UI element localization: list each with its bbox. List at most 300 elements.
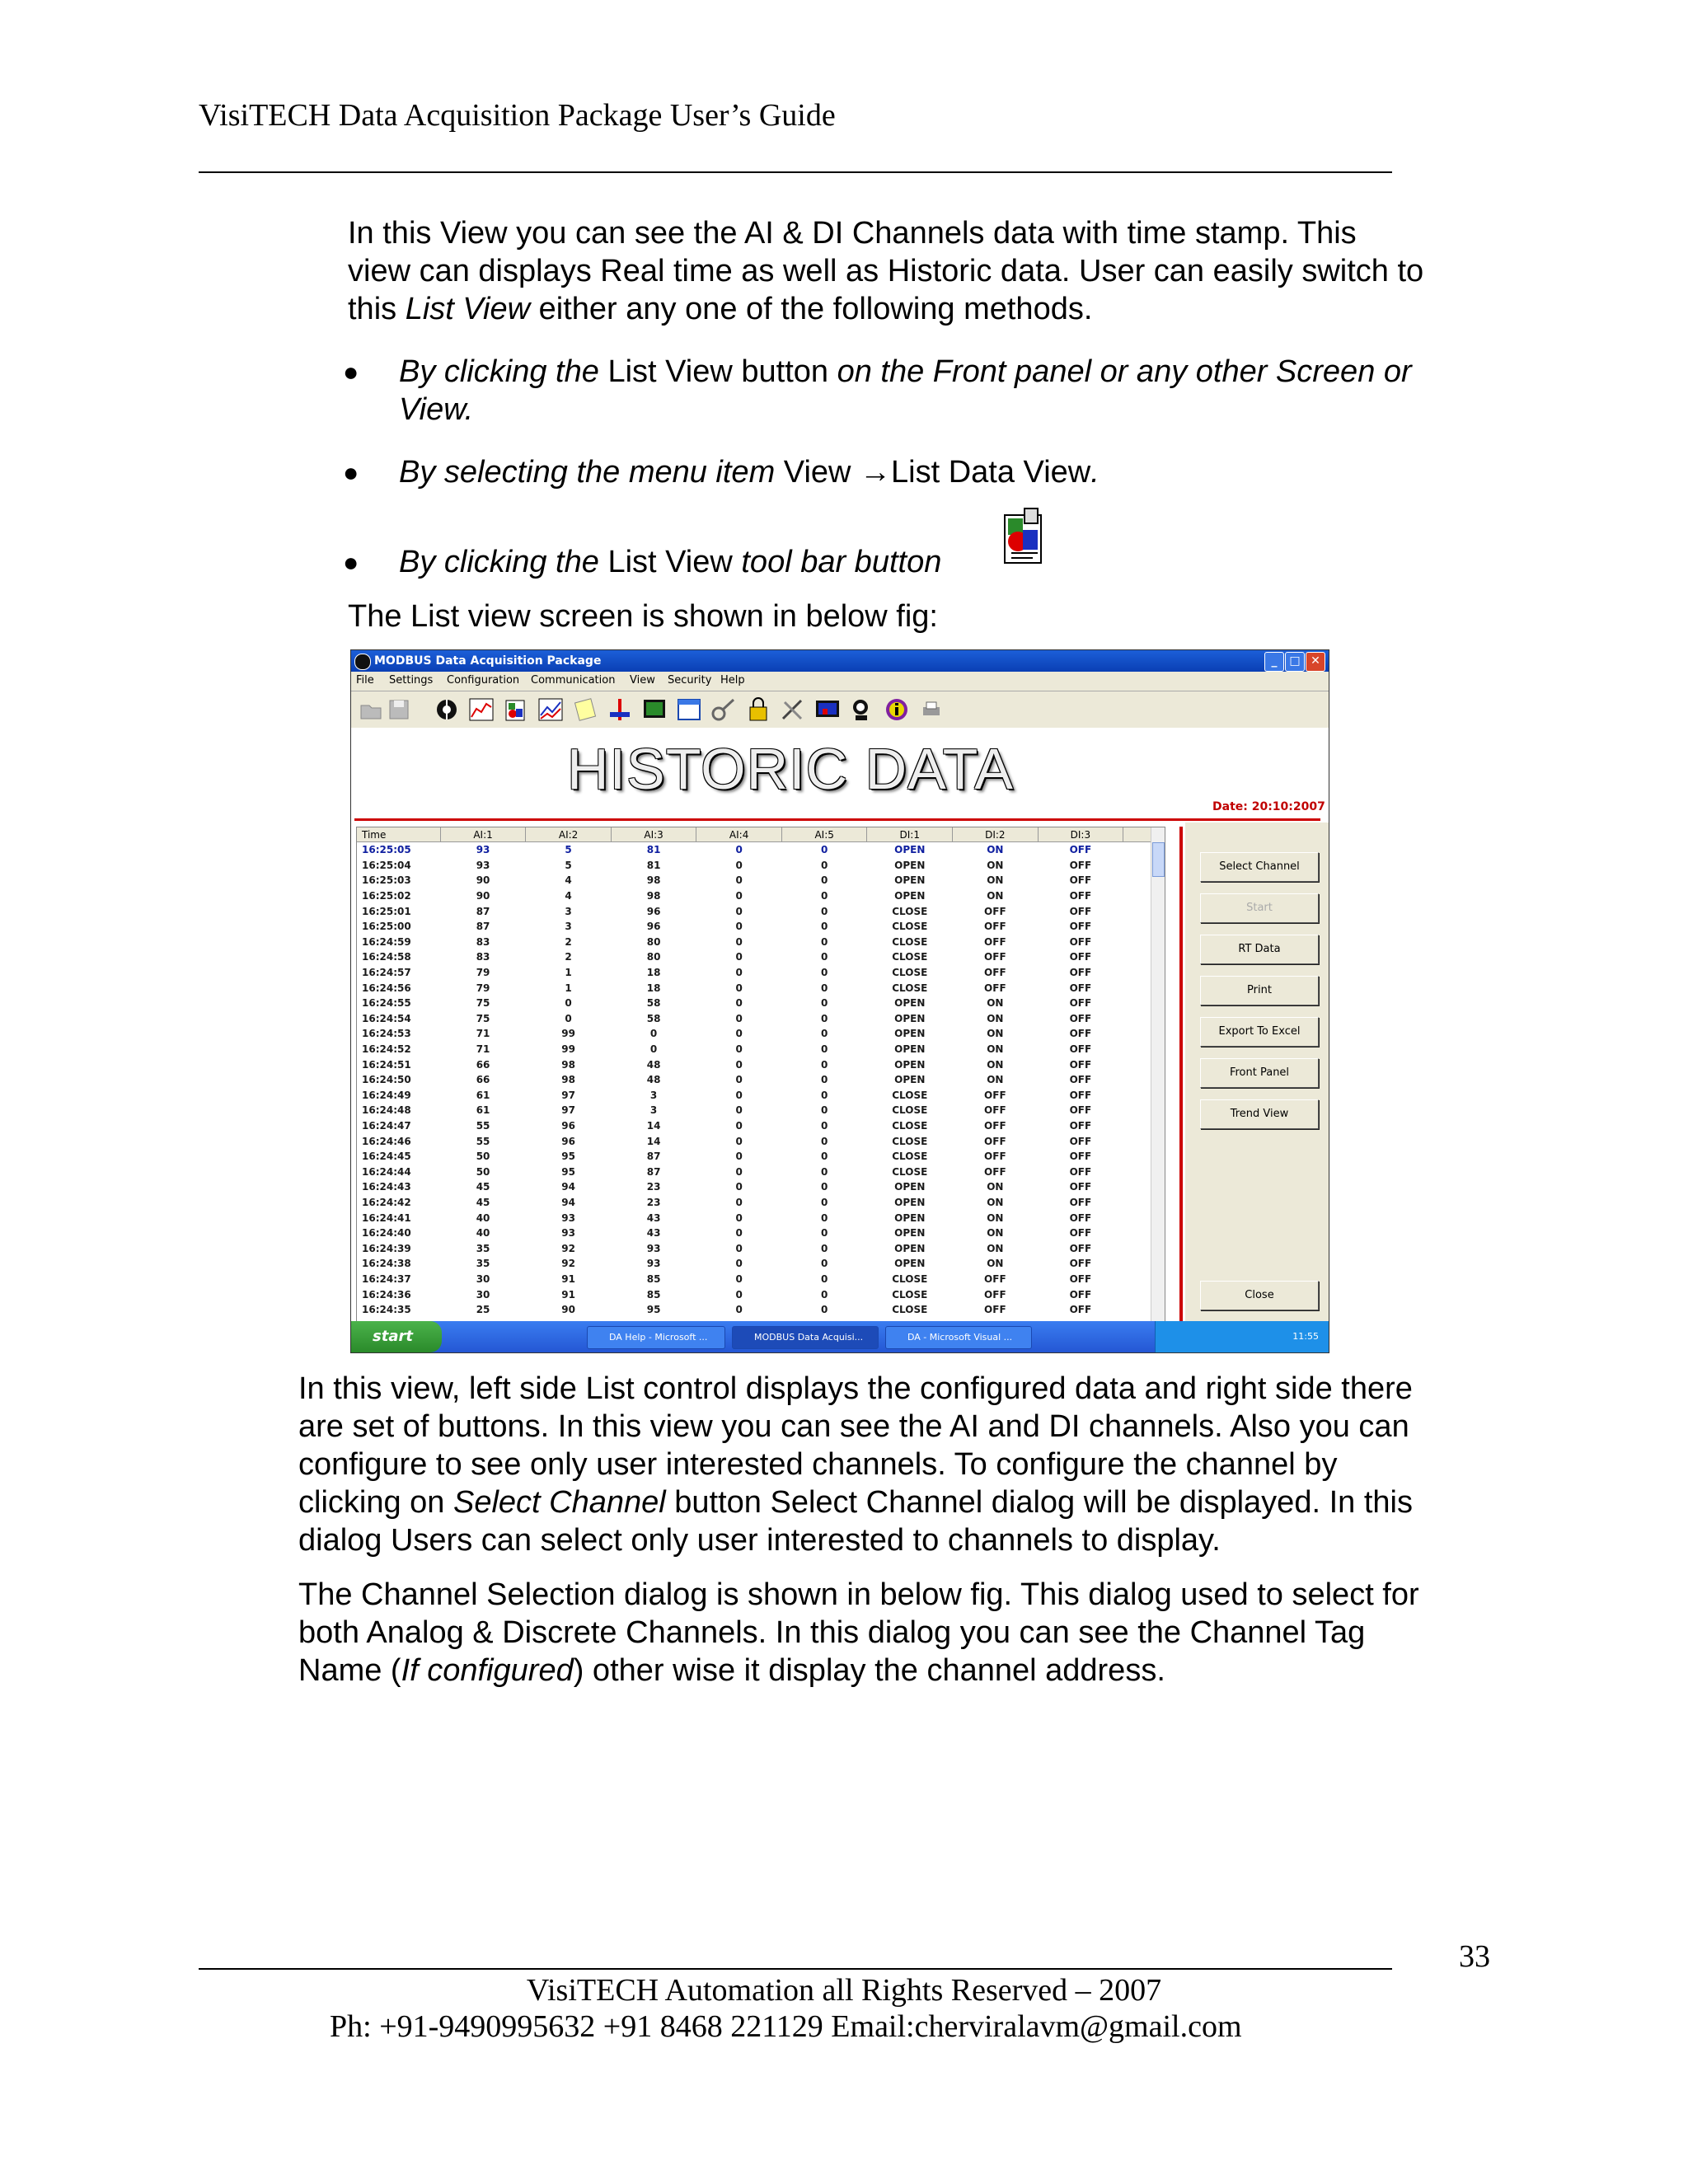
bullet-dot: ● <box>343 357 359 387</box>
table-cell: OFF <box>1069 1242 1092 1254</box>
table-cell: 0 <box>735 1181 743 1193</box>
table-cell: ON <box>987 1181 1004 1193</box>
rt-data-button[interactable]: RT Data <box>1200 935 1319 964</box>
list-header-row <box>357 827 1165 842</box>
monitor-icon[interactable] <box>641 697 668 722</box>
table-cell: 0 <box>820 874 828 887</box>
table-cell: ON <box>987 859 1004 871</box>
menu-bar <box>351 672 1329 690</box>
table-cell: 3 <box>565 921 572 933</box>
table-cell: OFF <box>984 1119 1006 1132</box>
table-cell: CLOSE <box>892 1104 928 1117</box>
table-cell: 0 <box>735 1028 743 1040</box>
menu-security[interactable]: Security <box>668 674 712 687</box>
table-row[interactable] <box>357 935 1165 950</box>
taskbar-item-da-help[interactable]: DA Help - Microsoft ... <box>587 1326 725 1349</box>
table-row[interactable] <box>357 1057 1165 1072</box>
select-channel-button[interactable]: Select Channel <box>1200 852 1319 882</box>
taskbar-item-modbus[interactable]: MODBUS Data Acquisi... <box>732 1326 879 1349</box>
info-icon[interactable] <box>884 697 910 722</box>
table-cell: 16:24:54 <box>362 1012 411 1024</box>
button-panel <box>1185 823 1329 1321</box>
table-cell: OFF <box>1069 1304 1092 1316</box>
table-cell: 94 <box>561 1181 575 1193</box>
table-cell: ON <box>987 1012 1004 1024</box>
table-cell: 0 <box>820 967 828 979</box>
menu-communication[interactable]: Communication <box>531 674 616 687</box>
menu-help[interactable]: Help <box>720 674 745 687</box>
table-cell: CLOSE <box>892 1119 928 1132</box>
trend-icon[interactable] <box>468 697 495 722</box>
export-to-excel-button[interactable]: Export To Excel <box>1200 1017 1319 1047</box>
table-cell: 43 <box>646 1227 661 1240</box>
table-cell: OFF <box>1069 905 1092 917</box>
window-title: MODBUS Data Acquisition Package <box>374 654 602 668</box>
table-cell: 75 <box>476 997 490 1010</box>
table-row[interactable] <box>357 1256 1165 1272</box>
table-cell: 0 <box>820 1272 828 1285</box>
table-cell: OFF <box>1069 1058 1092 1071</box>
table-row[interactable] <box>357 842 1165 858</box>
table-cell: 1 <box>565 967 572 979</box>
table-row[interactable] <box>357 1118 1165 1134</box>
table-cell: OFF <box>1069 1043 1092 1056</box>
table-cell: OPEN <box>894 1212 926 1224</box>
table-cell: 0 <box>735 1258 743 1270</box>
table-cell: 93 <box>476 859 490 871</box>
print-button[interactable]: Print <box>1200 976 1319 1005</box>
table-row[interactable] <box>357 1133 1165 1149</box>
table-cell: 0 <box>735 1012 743 1024</box>
table-cell: OFF <box>1069 1288 1092 1301</box>
table-cell: 4 <box>565 890 572 902</box>
table-row[interactable] <box>357 1210 1165 1226</box>
table-cell: 0 <box>820 1104 828 1117</box>
table-cell: 16:25:01 <box>362 905 411 917</box>
table-cell: CLOSE <box>892 905 928 917</box>
table-cell: 0 <box>820 1304 828 1316</box>
table-row[interactable] <box>357 1240 1165 1256</box>
window-titlebar <box>351 650 1329 672</box>
table-cell: OFF <box>1069 1258 1092 1270</box>
table-row[interactable] <box>357 1302 1165 1318</box>
table-cell: 0 <box>735 1196 743 1208</box>
chart-icon[interactable] <box>537 697 564 722</box>
table-cell: 79 <box>476 967 490 979</box>
table-cell: OFF <box>984 951 1006 963</box>
table-cell: 55 <box>476 1135 490 1147</box>
table-cell: 0 <box>735 1242 743 1254</box>
table-cell: OFF <box>1069 844 1092 856</box>
table-cell: 0 <box>820 1058 828 1071</box>
table-cell: OFF <box>984 967 1006 979</box>
table-cell: 16:24:39 <box>362 1242 411 1254</box>
table-cell: 16:25:02 <box>362 890 411 902</box>
col-header-ai1[interactable]: AI:1 <box>440 827 526 842</box>
table-cell: ON <box>987 1242 1004 1254</box>
table-row[interactable] <box>357 996 1165 1011</box>
table-cell: 0 <box>820 951 828 963</box>
table-cell: 93 <box>646 1242 661 1254</box>
table-cell: 0 <box>735 935 743 948</box>
table-cell: 92 <box>561 1258 575 1270</box>
table-cell: 16:24:44 <box>362 1165 411 1178</box>
col-header-time[interactable]: Time <box>357 827 440 842</box>
table-row[interactable] <box>357 1011 1165 1027</box>
table-cell: 0 <box>820 1196 828 1208</box>
table-cell: 91 <box>561 1272 575 1285</box>
table-cell: 16:25:03 <box>362 874 411 887</box>
table-cell: 99 <box>561 1043 575 1056</box>
table-row[interactable] <box>357 1088 1165 1104</box>
table-cell: OFF <box>984 905 1006 917</box>
table-cell: 25 <box>476 1304 490 1316</box>
table-cell: OFF <box>984 921 1006 933</box>
table-cell: 4 <box>565 874 572 887</box>
table-cell: OFF <box>1069 1012 1092 1024</box>
table-cell: 87 <box>646 1165 661 1178</box>
table-cell: 87 <box>646 1151 661 1163</box>
data-list[interactable] <box>356 827 1165 1323</box>
table-cell: ON <box>987 1074 1004 1086</box>
menu-configuration[interactable]: Configuration <box>447 674 520 687</box>
table-cell: ON <box>987 1212 1004 1224</box>
table-cell: OFF <box>1069 997 1092 1010</box>
maximize-button[interactable]: □ <box>1285 652 1305 672</box>
list-view-toolbar-icon <box>1000 507 1049 566</box>
front-panel-icon[interactable] <box>434 697 460 722</box>
table-row[interactable] <box>357 1179 1165 1195</box>
table-cell: 71 <box>476 1043 490 1056</box>
table-cell: 97 <box>561 1089 575 1101</box>
table-row[interactable] <box>357 1042 1165 1057</box>
table-cell: 3 <box>649 1104 658 1117</box>
table-cell: OPEN <box>894 1058 926 1071</box>
table-cell: CLOSE <box>892 1288 928 1301</box>
table-cell: 0 <box>735 905 743 917</box>
table-cell: 3 <box>565 905 572 917</box>
table-cell: 0 <box>565 997 572 1010</box>
table-cell: 16:24:56 <box>362 982 411 994</box>
table-cell: 16:24:37 <box>362 1272 411 1285</box>
table-cell: 80 <box>646 951 661 963</box>
table-cell: 16:24:50 <box>362 1074 411 1086</box>
table-cell: 30 <box>476 1272 490 1285</box>
table-cell: 55 <box>476 1119 490 1132</box>
window-icon[interactable] <box>676 697 702 722</box>
table-cell: 93 <box>476 844 490 856</box>
table-cell: ON <box>987 1058 1004 1071</box>
table-cell: 96 <box>561 1119 575 1132</box>
table-cell: 0 <box>820 1043 828 1056</box>
table-cell: 0 <box>735 874 743 887</box>
table-row[interactable] <box>357 1103 1165 1118</box>
table-cell: OFF <box>1069 1104 1092 1117</box>
description-paragraph: In this view, left side List control displays the configured data and right side there are set of buttons. In this view you can see the AI and DI channels. Also you can configure to see only user interested channels. To configure the channel by clicking on Select Channel button Select Channel dialog will be displayed. In this dialog Users can select only user interested to channels to display. <box>298 1371 1413 1558</box>
table-row[interactable] <box>357 1195 1165 1211</box>
table-cell: 0 <box>735 1058 743 1071</box>
table-cell: OFF <box>1069 1135 1092 1147</box>
table-cell: 0 <box>735 1135 743 1147</box>
table-cell: 0 <box>820 905 828 917</box>
table-cell: 50 <box>476 1151 490 1163</box>
header-rule <box>199 171 1392 173</box>
table-cell: 0 <box>820 1288 828 1301</box>
table-cell: 43 <box>646 1212 661 1224</box>
table-cell: 16:24:58 <box>362 951 411 963</box>
table-cell: OFF <box>984 1288 1006 1301</box>
table-cell: 66 <box>476 1074 490 1086</box>
table-cell: OFF <box>984 1089 1006 1101</box>
table-cell: 99 <box>561 1028 575 1040</box>
open-icon[interactable] <box>358 697 384 722</box>
table-row[interactable] <box>357 965 1165 981</box>
table-cell: 3 <box>649 1089 658 1101</box>
table-cell: 30 <box>476 1288 490 1301</box>
table-cell: OFF <box>1069 1272 1092 1285</box>
table-row[interactable] <box>357 873 1165 888</box>
tools-icon[interactable] <box>780 697 806 722</box>
table-row[interactable] <box>357 1164 1165 1179</box>
table-cell: 80 <box>646 935 661 948</box>
table-cell: OFF <box>1069 982 1092 994</box>
table-cell: 16:24:51 <box>362 1058 411 1071</box>
table-cell: 40 <box>476 1212 490 1224</box>
table-row[interactable] <box>357 919 1165 935</box>
trend-view-button[interactable]: Trend View <box>1200 1099 1319 1129</box>
bullet-dot: ● <box>343 457 359 487</box>
table-cell: 0 <box>820 935 828 948</box>
table-row[interactable] <box>357 858 1165 874</box>
table-cell: 83 <box>476 951 490 963</box>
list-scrollbar[interactable] <box>1151 827 1165 1322</box>
table-cell: OFF <box>1069 1028 1092 1040</box>
table-cell: CLOSE <box>892 1272 928 1285</box>
table-cell: 48 <box>646 1058 661 1071</box>
table-row[interactable] <box>357 1026 1165 1042</box>
table-cell: 0 <box>735 844 743 856</box>
table-cell: 98 <box>561 1074 575 1086</box>
table-row[interactable] <box>357 903 1165 919</box>
table-cell: OPEN <box>894 1227 926 1240</box>
app-icon <box>354 654 371 670</box>
table-cell: 0 <box>735 890 743 902</box>
front-panel-button[interactable]: Front Panel <box>1200 1058 1319 1088</box>
table-cell: OFF <box>984 1165 1006 1178</box>
table-cell: 0 <box>820 1242 828 1254</box>
table-cell: 16:24:55 <box>362 997 411 1010</box>
table-cell: OPEN <box>894 859 926 871</box>
table-row[interactable] <box>357 1286 1165 1302</box>
red-divider <box>354 818 1320 821</box>
table-cell: OFF <box>1069 874 1092 887</box>
table-cell: OFF <box>984 982 1006 994</box>
table-cell: 0 <box>820 1212 828 1224</box>
col-header-di1[interactable]: DI:1 <box>867 827 953 842</box>
display-icon[interactable] <box>814 697 841 722</box>
table-cell: OPEN <box>894 997 926 1010</box>
table-cell: 0 <box>820 997 828 1010</box>
intro-line-1: In this View you can see the AI & DI Channels data with time stamp. This <box>348 216 1357 251</box>
table-cell: 50 <box>476 1165 490 1178</box>
table-cell: OPEN <box>894 1242 926 1254</box>
table-cell: 23 <box>646 1181 661 1193</box>
key-icon[interactable] <box>710 697 737 722</box>
scroll-thumb[interactable] <box>1152 842 1165 877</box>
table-row[interactable] <box>357 1272 1165 1287</box>
table-cell: 16:24:35 <box>362 1304 411 1316</box>
table-cell: 94 <box>561 1196 575 1208</box>
table-cell: 83 <box>476 935 490 948</box>
table-cell: 81 <box>646 844 661 856</box>
table-cell: 16:24:42 <box>362 1196 411 1208</box>
table-cell: 0 <box>735 1227 743 1240</box>
minimize-button[interactable]: _ <box>1264 652 1284 672</box>
table-row[interactable] <box>357 1149 1165 1165</box>
table-cell: 98 <box>646 890 661 902</box>
save-icon[interactable] <box>386 697 412 722</box>
footer-contact: Ph: +91-9490995632 +91 8468 221129 Email:cherviralavm@gmail.com <box>330 2009 1242 2044</box>
table-row[interactable] <box>357 980 1165 996</box>
table-cell: 18 <box>646 967 661 979</box>
table-cell: OFF <box>1069 1151 1092 1163</box>
table-cell: 48 <box>646 1074 661 1086</box>
lock-icon[interactable] <box>745 697 771 722</box>
start-button[interactable]: Start <box>1200 893 1319 923</box>
table-cell: 90 <box>476 890 490 902</box>
col-header-di3[interactable]: DI:3 <box>1038 827 1123 842</box>
table-cell: 16:24:43 <box>362 1181 411 1193</box>
table-cell: 16:24:41 <box>362 1212 411 1224</box>
table-cell: 0 <box>649 1043 658 1056</box>
table-cell: OFF <box>1069 967 1092 979</box>
col-header-ai2[interactable]: AI:2 <box>526 827 612 842</box>
table-cell: 0 <box>820 859 828 871</box>
table-cell: OFF <box>1069 935 1092 948</box>
table-row[interactable] <box>357 949 1165 965</box>
col-header-ai3[interactable]: AI:3 <box>611 827 696 842</box>
table-cell: 90 <box>561 1304 575 1316</box>
table-cell: 16:24:47 <box>362 1119 411 1132</box>
print-icon[interactable] <box>918 697 945 722</box>
table-cell: 5 <box>565 844 572 856</box>
close-button[interactable]: Close <box>1200 1281 1319 1310</box>
table-cell: OFF <box>1069 921 1092 933</box>
table-cell: 98 <box>561 1058 575 1071</box>
table-cell: 66 <box>476 1058 490 1071</box>
table-cell: ON <box>987 1258 1004 1270</box>
table-cell: ON <box>987 874 1004 887</box>
col-header-ai4[interactable]: AI:4 <box>696 827 782 842</box>
table-cell: OFF <box>1069 1181 1092 1193</box>
table-cell: 45 <box>476 1181 490 1193</box>
table-row[interactable] <box>357 888 1165 904</box>
table-cell: 61 <box>476 1104 490 1117</box>
table-cell: 0 <box>820 1227 828 1240</box>
table-cell: OFF <box>984 1304 1006 1316</box>
table-cell: CLOSE <box>892 1304 928 1316</box>
col-header-ai5[interactable]: AI:5 <box>781 827 867 842</box>
table-cell: 0 <box>565 1012 572 1024</box>
toolbar <box>351 691 1329 729</box>
menu-view[interactable]: View <box>630 674 655 687</box>
table-cell: 96 <box>646 921 661 933</box>
table-cell: 92 <box>561 1242 575 1254</box>
table-cell: ON <box>987 1043 1004 1056</box>
table-cell: 35 <box>476 1242 490 1254</box>
table-cell: CLOSE <box>892 982 928 994</box>
table-cell: ON <box>987 890 1004 902</box>
table-cell: 85 <box>646 1272 661 1285</box>
table-cell: CLOSE <box>892 1151 928 1163</box>
table-row[interactable] <box>357 1072 1165 1088</box>
menu-file[interactable]: File <box>356 674 374 687</box>
table-cell: CLOSE <box>892 1089 928 1101</box>
table-cell: 61 <box>476 1089 490 1101</box>
table-cell: 0 <box>735 921 743 933</box>
figure-caption: The List view screen is shown in below fig: <box>348 599 938 634</box>
document-header: VisiTECH Data Acquisition Package User’s Guide <box>199 98 836 133</box>
table-cell: OFF <box>1069 951 1092 963</box>
table-cell: OFF <box>1069 1074 1092 1086</box>
table-cell: ON <box>987 1028 1004 1040</box>
table-cell: 96 <box>646 905 661 917</box>
table-cell: 16:24:48 <box>362 1104 411 1117</box>
tag-icon[interactable] <box>607 697 633 722</box>
table-cell: 85 <box>646 1288 661 1301</box>
table-cell: 0 <box>820 890 828 902</box>
table-cell: OFF <box>1069 890 1092 902</box>
historic-data-heading: HISTORIC DATA <box>567 737 1014 801</box>
notes-icon[interactable] <box>572 697 598 722</box>
table-cell: 0 <box>820 1012 828 1024</box>
list-view-icon[interactable] <box>503 697 529 722</box>
start-button-taskbar[interactable]: start <box>351 1321 442 1352</box>
table-cell: OPEN <box>894 1074 926 1086</box>
table-cell: 35 <box>476 1258 490 1270</box>
table-cell: 0 <box>735 1089 743 1101</box>
table-cell: ON <box>987 1196 1004 1208</box>
table-cell: 0 <box>820 1151 828 1163</box>
table-cell: OFF <box>984 935 1006 948</box>
table-cell: OFF <box>984 1104 1006 1117</box>
table-cell: 95 <box>561 1165 575 1178</box>
footer-rule <box>199 1968 1392 1970</box>
table-cell: 0 <box>820 1028 828 1040</box>
table-cell: 16:25:04 <box>362 859 411 871</box>
table-cell: 45 <box>476 1196 490 1208</box>
table-cell: 87 <box>476 905 490 917</box>
table-cell: CLOSE <box>892 951 928 963</box>
table-cell: 0 <box>820 1089 828 1101</box>
table-cell: 0 <box>735 1165 743 1178</box>
menu-settings[interactable]: Settings <box>389 674 434 687</box>
taskbar-item-visual[interactable]: DA - Microsoft Visual ... <box>885 1326 1032 1349</box>
table-cell: 90 <box>476 874 490 887</box>
table-cell: OPEN <box>894 1258 926 1270</box>
table-row[interactable] <box>357 1226 1165 1241</box>
table-cell: 23 <box>646 1196 661 1208</box>
table-cell: OFF <box>1069 1212 1092 1224</box>
historic-data-panel <box>351 728 1329 1321</box>
table-cell: 0 <box>735 1043 743 1056</box>
col-header-di2[interactable]: DI:2 <box>953 827 1039 842</box>
table-cell: 79 <box>476 982 490 994</box>
table-cell: OFF <box>1069 1165 1092 1178</box>
table-cell: CLOSE <box>892 1165 928 1178</box>
user-icon[interactable] <box>849 697 875 722</box>
close-window-button[interactable]: ✕ <box>1306 652 1325 672</box>
